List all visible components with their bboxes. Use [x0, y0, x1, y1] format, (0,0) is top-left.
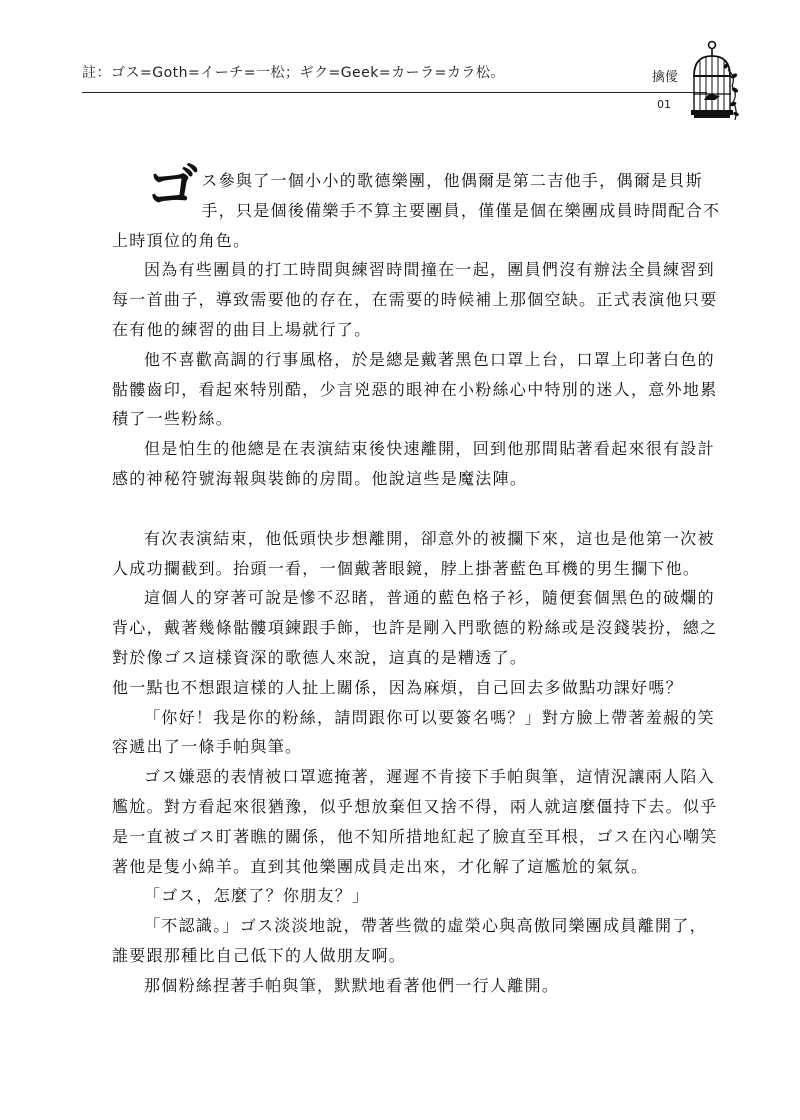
paragraph: 但是怕生的他總是在表演結束後快速離開，回到他那間貼著看起來很有設計感的神秘符號海報與裝飾的房間。他說這些是魔法陣。 — [112, 439, 715, 488]
paragraph: 那個粉絲捏著手帕與筆，默默地看著他們一行人離開。 — [144, 975, 560, 995]
paragraph: 他一點也不想跟這樣的人扯上關係，因為麻煩，自己回去多做點功課好嗎？ — [112, 677, 683, 697]
paragraph-text: ス參與了一個小小的歌德樂團，他偶爾是第二吉他手，偶爾是貝斯手，只是個後備樂手不算主要團員，僅僅是個在樂團成員時間配合不上時頂位的角色。 — [112, 171, 721, 250]
paragraph: ゴス嫌惡的表情被口罩遮掩著，遲遲不肯接下手帕與筆，這情況讓兩人陷入尷尬。對方看起來很猶豫，似乎想放棄但又捨不得，兩人就這麼僵持下去。似乎是一直被ゴス盯著瞧的關係，他不知所措地紅起了臉直至耳根，ゴス在內心嘲笑著他是隻小綿羊。直到其他樂團成員走出來，才化解了這尷尬的氣氛。 — [112, 767, 718, 876]
paragraph — [112, 158, 722, 255]
paragraph: 這個人的穿著可說是慘不忍睹，普通的藍色格子衫，隨便套個黑色的破爛的背心，戴著幾條骷髏項鍊跟手飾，也許是剛入門歌德的粉絲或是沒錢裝扮，總之對於像ゴス這樣資深的歌德人來說，這真的是糟透了。 — [112, 588, 718, 667]
body-text — [112, 158, 722, 1001]
paragraph: 因為有些團員的打工時間與練習時間撞在一起，團員們沒有辦法全員練習到每一首曲子，導致需要他的存在，在需要的時候補上那個空缺。正式表演他只要在有他的練習的曲目上場就行了。 — [112, 260, 718, 339]
birdcage-icon — [688, 40, 740, 126]
paragraph: 他不喜歡高調的行事風格，於是總是戴著黑色口罩上台，口罩上印著白色的骷髏齒印，看起來特別酷，少言兇惡的眼神在小粉絲心中特別的迷人，意外地累積了一些粉絲。 — [112, 349, 718, 429]
header-title: 擒僾 — [652, 70, 679, 85]
paragraph: 有次表演結束，他低頭快步想離開，卻意外的被攔下來，這也是他第一次被人成功攔截到。抬頭一看，一個戴著眼鏡，脖上掛著藍色耳機的男生攔下他。 — [112, 528, 715, 578]
paragraph: 「你好！我是你的粉絲，請問跟你可以要簽名嗎？」對方臉上帶著羞赧的笑容遞出了一條手帕與筆。 — [112, 707, 715, 757]
header-rule — [82, 92, 707, 93]
page-number: 01 — [657, 98, 671, 111]
section-break — [112, 494, 722, 524]
paragraph: 「ゴス，怎麼了？你朋友？」 — [144, 886, 370, 906]
drop-cap: ゴ — [146, 158, 200, 218]
header-note: 註：ゴス=Goth=イーチ=一松；ギク=Geek=カーラ=カラ松。 — [82, 65, 505, 81]
paragraph: 「不認識。」ゴス淡淡地說，帶著些微的虛榮心與高傲同樂團成員離開了，誰要跟那種比自己低下的人做朋友啊。 — [112, 916, 707, 965]
